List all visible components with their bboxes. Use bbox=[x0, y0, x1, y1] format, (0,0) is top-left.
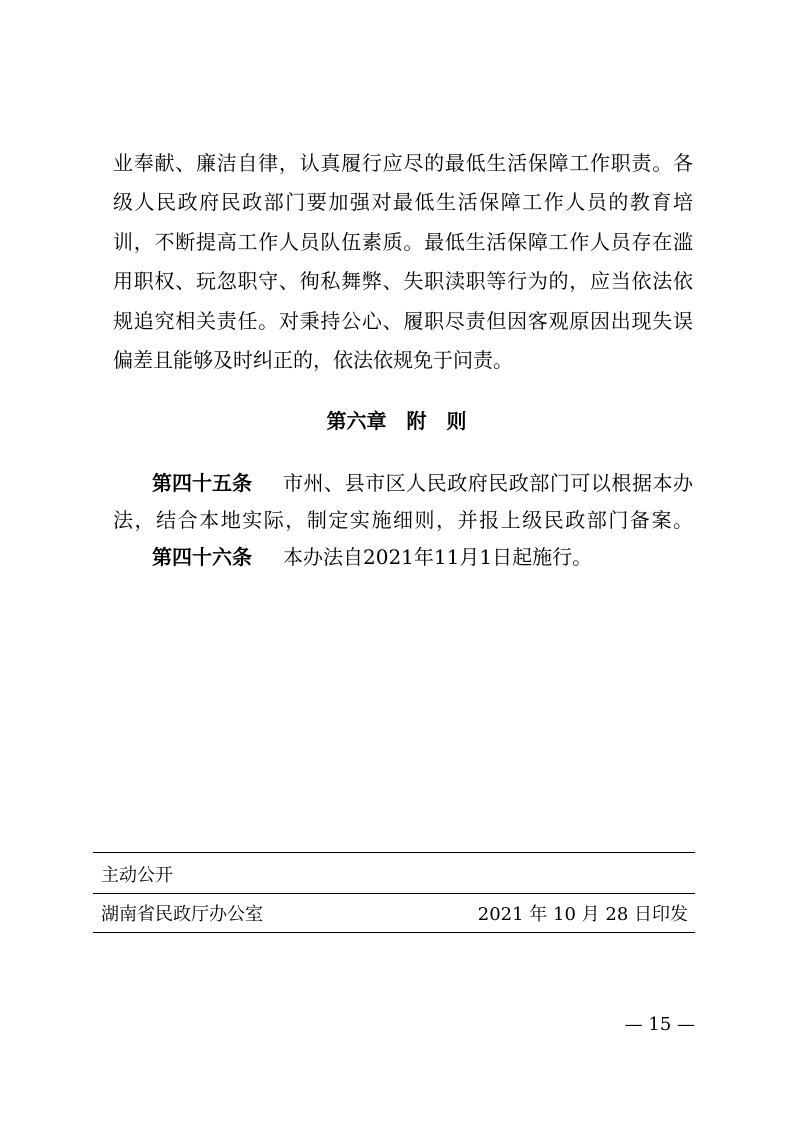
article-label: 第四十六条 bbox=[152, 545, 252, 569]
paragraph-line: 用职权、玩忽职守、徇私舞弊、失职渎职等行为的，应当依法依 bbox=[113, 269, 693, 293]
footer-middle-rule bbox=[93, 893, 695, 894]
article-text-line: 本办法自2021年11月1日起施行。 bbox=[283, 545, 593, 569]
article-label: 第四十五条 bbox=[152, 471, 252, 495]
paragraph-line: 偏差且能够及时纠正的，依法依规免于问责。 bbox=[113, 348, 513, 372]
footer-bottom-rule bbox=[93, 932, 695, 933]
page-number: — 15 — bbox=[624, 1014, 695, 1035]
paragraph-line: 规追究相关责任。对秉持公心、履职尽责但因客观原因出现失误 bbox=[113, 309, 693, 333]
article-text-line: 法，结合本地实际，制定实施细则，并报上级民政部门备案。 bbox=[113, 508, 693, 532]
paragraph-line: 训，不断提高工作人员队伍素质。最低生活保障工作人员存在滥 bbox=[113, 230, 693, 254]
article-text-line: 市州、县市区人民政府民政部门可以根据本办 bbox=[283, 471, 693, 495]
issue-date: 2021 年 10 月 28 日印发 bbox=[477, 904, 688, 925]
paragraph-line: 业奉献、廉洁自律，认真履行应尽的最低生活保障工作职责。各 bbox=[113, 151, 693, 175]
paragraph-line: 级人民政府民政部门要加强对最低生活保障工作人员的教育培 bbox=[113, 190, 693, 214]
disclosure-label: 主动公开 bbox=[101, 865, 173, 886]
footer-top-rule bbox=[93, 852, 695, 853]
issuer-name: 湖南省民政厅办公室 bbox=[101, 904, 263, 925]
chapter-heading: 第六章 附 则 bbox=[326, 409, 467, 433]
